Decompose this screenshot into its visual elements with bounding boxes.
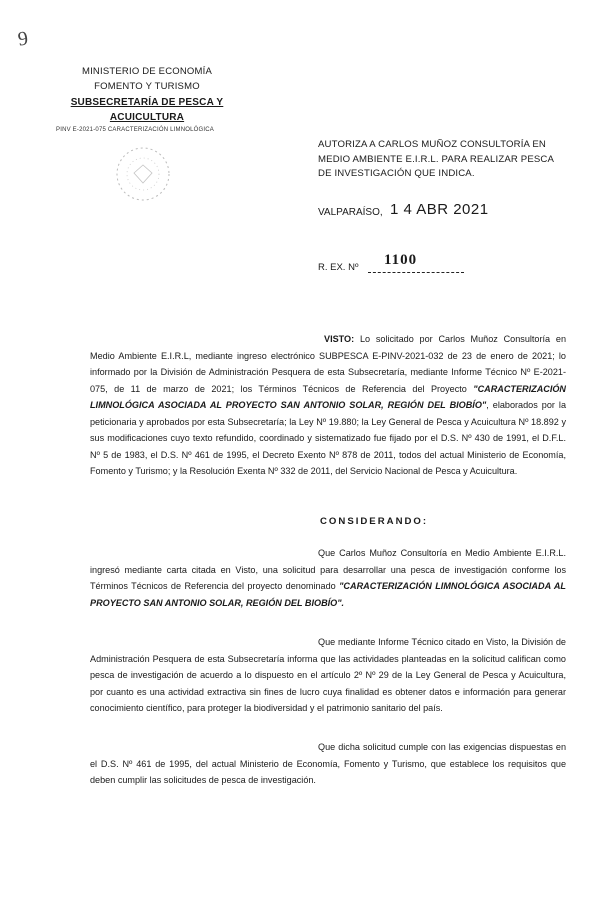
official-seal-stamp xyxy=(112,143,174,205)
visto-text-part1: Lo solicitado por Carlos Muñoz Consultoría en Medio Ambiente E.I.R.L, mediante ingreso electrónico SUBPESCA E-PINV-2021-032 de 23 de enero de 2021; lo informado por la División de Administración Pesquera de esta Subsecretaría, mediante Informe Técnico Nº E-2021-075, de 11 de marzo de 2021; los Términos Técnicos de Referencia del Proyecto xyxy=(90,334,566,394)
visto-project-name: "CARACTERIZACIÓN LIMNOLÓGICA ASOCIADA AL PROYECTO SAN ANTONIO SOLAR, REGIÓN DEL BIOBÍO" xyxy=(90,383,566,410)
considerando-paragraph-3: Que dicha solicitud cumple con las exigencias dispuestas en el D.S. Nº 461 de 1995, del actual Ministerio de Economía, Fomento y Turismo, que establece los requisitos que deben cumplir las solicitudes de pesca de investigación. xyxy=(90,742,566,785)
considerando-p1-text: Que Carlos Muñoz Consultoría en Medio Ambiente E.I.R.L. ingresó mediante carta citada en Visto, una solicitud para desarrollar una pesca de investigación conforme los Términos Técnicos de Referencia del proyecto denominado xyxy=(90,548,566,591)
considerando-p1-project-name: "CARACTERIZACIÓN LIMNOLÓGICA ASOCIADA AL PROYECTO SAN ANTONIO SOLAR, REGIÓN DEL BIOBÍO". xyxy=(90,581,566,608)
ministry-name-line2: FOMENTO Y TURISMO xyxy=(94,81,200,92)
document-reference: PINV E-2021-075 CARACTERIZACIÓN LIMNOLÓGICA xyxy=(56,127,214,133)
resolution-subject: AUTORIZA A CARLOS MUÑOZ CONSULTORÍA EN MEDIO AMBIENTE E.I.R.L. PARA REALIZAR PESCA DE INVESTIGACIÓN QUE INDICA. xyxy=(318,139,554,179)
resolution-number: 1100 xyxy=(384,252,418,268)
visto-text-part2: , elaborados por la peticionaria y aprobados por esta Subsecretaría; la Ley Nº 19.880; la Ley General de Pesca y Acuicultura Nº 18.892 y sus modificaciones cuyo texto refundido, coordinado y sistematizado fue fijado por el D.S. Nº 430 de 1991, el D.F.L. Nº 5 de 1983, el D.S. Nº 461 de 1995, el Decreto Exento Nº 878 de 2011, todos del actual Ministerio de Economía, Fomento y Turismo; y la Resolución Exenta Nº 332 de 2011, del Servicio Nacional de Pesca y Acuicultura. xyxy=(90,400,567,476)
visto-paragraph xyxy=(90,331,566,480)
resolution-date: 1 4 ABR 2021 xyxy=(390,201,489,218)
considerando-paragraph-1 xyxy=(90,545,566,611)
resolution-number-label: R. EX. Nº xyxy=(318,262,359,273)
handwritten-page-mark: 9 xyxy=(16,27,30,51)
subsecretaria-line2: ACUICULTURA xyxy=(109,112,185,123)
subsecretaria-line1: SUBSECRETARÍA DE PESCA Y xyxy=(70,97,224,108)
ministry-name-line1: MINISTERIO DE ECONOMÍA xyxy=(81,66,213,77)
place-label: VALPARAÍSO, xyxy=(318,207,383,218)
considerando-paragraph-2: Que mediante Informe Técnico citado en Visto, la División de Administración Pesquera de esta Subsecretaría informa que las actividades planteadas en la solicitud califican como pesca de investigación de acuerdo a lo dispuesto en el artículo 2º Nº 29 de la Ley General de Pesca y Acuicultura, por cuanto es una actividad extractiva sin fines de lucro cuya finalidad es obtener datos e información para generar conocimiento científico, para proteger la biodiversidad y el patrimonio sanitario del país. xyxy=(90,637,566,713)
resolution-number-line xyxy=(368,272,464,273)
considerando-heading: CONSIDERANDO: xyxy=(320,516,429,527)
visto-heading: VISTO: xyxy=(324,334,355,344)
